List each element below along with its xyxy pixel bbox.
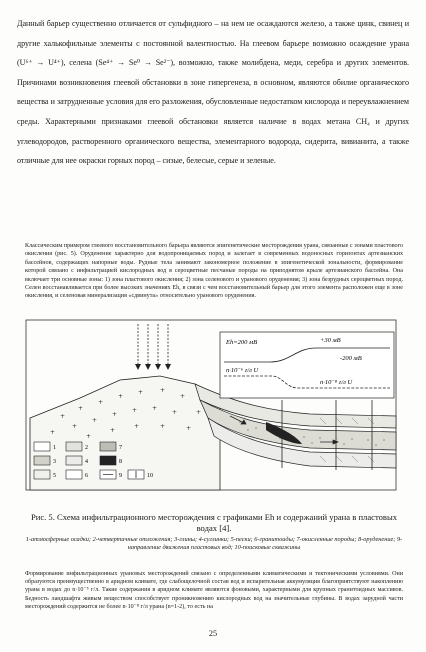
paragraph-formation-conditions: Формирование инфильтрационных урановых месторождений связано с определенными климатическими и тектоническими условиями. Они образуются преимущественно в аридном климате, где слабощелочной состав вод и испарительная аккумуляция благоприятствуют накоплению урана в водах до n·10⁻⁵ г/л. Такие содержания в аридном климате являются фоновыми, характерными для крупных гранитоидных массивов. Бедность ландшафта живым веществом способствует проникновению кислородных вод на значительные глубины. В водах зарудной части месторождений содержится не более n·10⁻⁸ г/л урана (n=1-2), то есть на xyxy=(25,571,405,610)
legend-num-1: 1 xyxy=(53,445,56,451)
svg-text:+: + xyxy=(172,409,178,416)
svg-text:+: + xyxy=(180,393,186,400)
legend-num-8: 8 xyxy=(119,459,122,465)
paragraph-intro: Данный барьер существенно отличается от сульфидного – на нем не осаждаются железо, а также цинк, свинец и другие халькофильные элементы с постоянной валентностью. На глеевом барьере возможно осаждение урана (U⁶⁺ → U⁴⁺), селена (Se⁴⁺ → Se⁰ → Se²⁻), возможно, также молибдена, меди, серебра и других элементов. Причинами возникновения глеевой обстановки в зоне гипергенеза, в основном, являются обилие органического вещества и затрудненные условия для его разложения, обусловленные недостатком кислорода и переувлажнением среды. Характерными признаками глеевой обстановки является наличие в водах метана CH₄ и других углеводородов, растворенного органического вещества, элементарного водорода, сидерита, вивианита, а также отличные для нее окраски горных пород – сизые, белесые, серые и зеленые. xyxy=(17,19,411,166)
legend-num-10: 10 xyxy=(147,473,153,479)
svg-text:+: + xyxy=(134,423,140,430)
figure-caption-legend: 1-атмосферные осадки; 2-четвертичные отложения; 3-глины; 4-суглинки; 5-пески; 6-гранитоиды; 7-окисленные породы; 8-оруденение; 9-направление движения пластовых вод; 10-поисковые скважины xyxy=(25,536,403,551)
svg-text:+: + xyxy=(60,413,66,420)
figure-diagram xyxy=(20,318,410,508)
svg-text:+: + xyxy=(50,429,56,436)
legend-num-4: 4 xyxy=(85,459,88,465)
svg-text:+: + xyxy=(196,409,202,416)
figure-caption-title: Рис. 5. Схема инфильтрационного месторождения с графиками Eh и содержаний урана в пластовых водах [4]. xyxy=(30,512,398,533)
graph-label-eh: Eh=200 мВ xyxy=(226,339,258,346)
svg-text:+: + xyxy=(160,423,166,430)
svg-text:+: + xyxy=(86,433,92,440)
svg-text:+: + xyxy=(118,393,124,400)
svg-text:+: + xyxy=(92,417,98,424)
svg-text:+: + xyxy=(112,411,118,418)
page-number: 25 xyxy=(208,629,218,638)
paragraph-uranium-example: Классическим примером глеевого восстановительного барьера являются эпигенетические месторождения урана, связанные с зонами пластового окисления (рис. 5). Оруденение характерно для водопроницаемых пород и залегает в современных водоносных горизонтах артезианских бассейнов, содержащих напорные воды. Рудные тела занимают закономерное положение в эпигенетической зональности, формирование которой связано с инфильтрацией кислородных вод в сероцветные песчаные породы на приподнятом крыле артезианского бассейна. Она включает три основные зоны: 1) зона пластового окисления; 2) зона селенового и уранового оруденения; 3) зона безрудных сероцветных пород. Селен восстанавливается при более высоких значениях Eh, в связи с чем восстановительный барьер для этого элемента расположен еще в зоне окисления, и селеновая минерализация «сдвинута» относительно уранового оруденения. xyxy=(25,243,405,300)
svg-text:+: + xyxy=(152,405,158,412)
graph-label-eh-plus30: +30 мВ xyxy=(320,337,341,344)
svg-text:+: + xyxy=(160,387,166,394)
legend-num-6: 6 xyxy=(85,473,88,479)
graph-label-u-low: n·10⁻⁸ г/л U xyxy=(320,379,353,386)
legend-num-9: 9 xyxy=(119,473,122,479)
legend-num-2: 2 xyxy=(85,445,88,451)
figure-infiltration-deposit xyxy=(20,318,410,508)
granitoid-massif xyxy=(30,376,220,490)
svg-text:+: + xyxy=(98,399,104,406)
svg-text:+: + xyxy=(132,407,138,414)
svg-text:+: + xyxy=(72,423,78,430)
precipitation-arrows xyxy=(138,324,168,366)
legend-num-7: 7 xyxy=(119,445,122,451)
legend-num-3: 3 xyxy=(53,459,56,465)
svg-text:+: + xyxy=(186,425,192,432)
graph-label-eh-minus200: -200 мВ xyxy=(340,355,362,362)
legend-num-5: 5 xyxy=(53,473,56,479)
svg-text:+: + xyxy=(138,389,144,396)
svg-text:+: + xyxy=(78,405,84,412)
figure-caption xyxy=(20,512,408,552)
svg-text:+: + xyxy=(110,427,116,434)
graph-label-u-high: n·10⁻⁶ г/л U xyxy=(226,367,259,374)
